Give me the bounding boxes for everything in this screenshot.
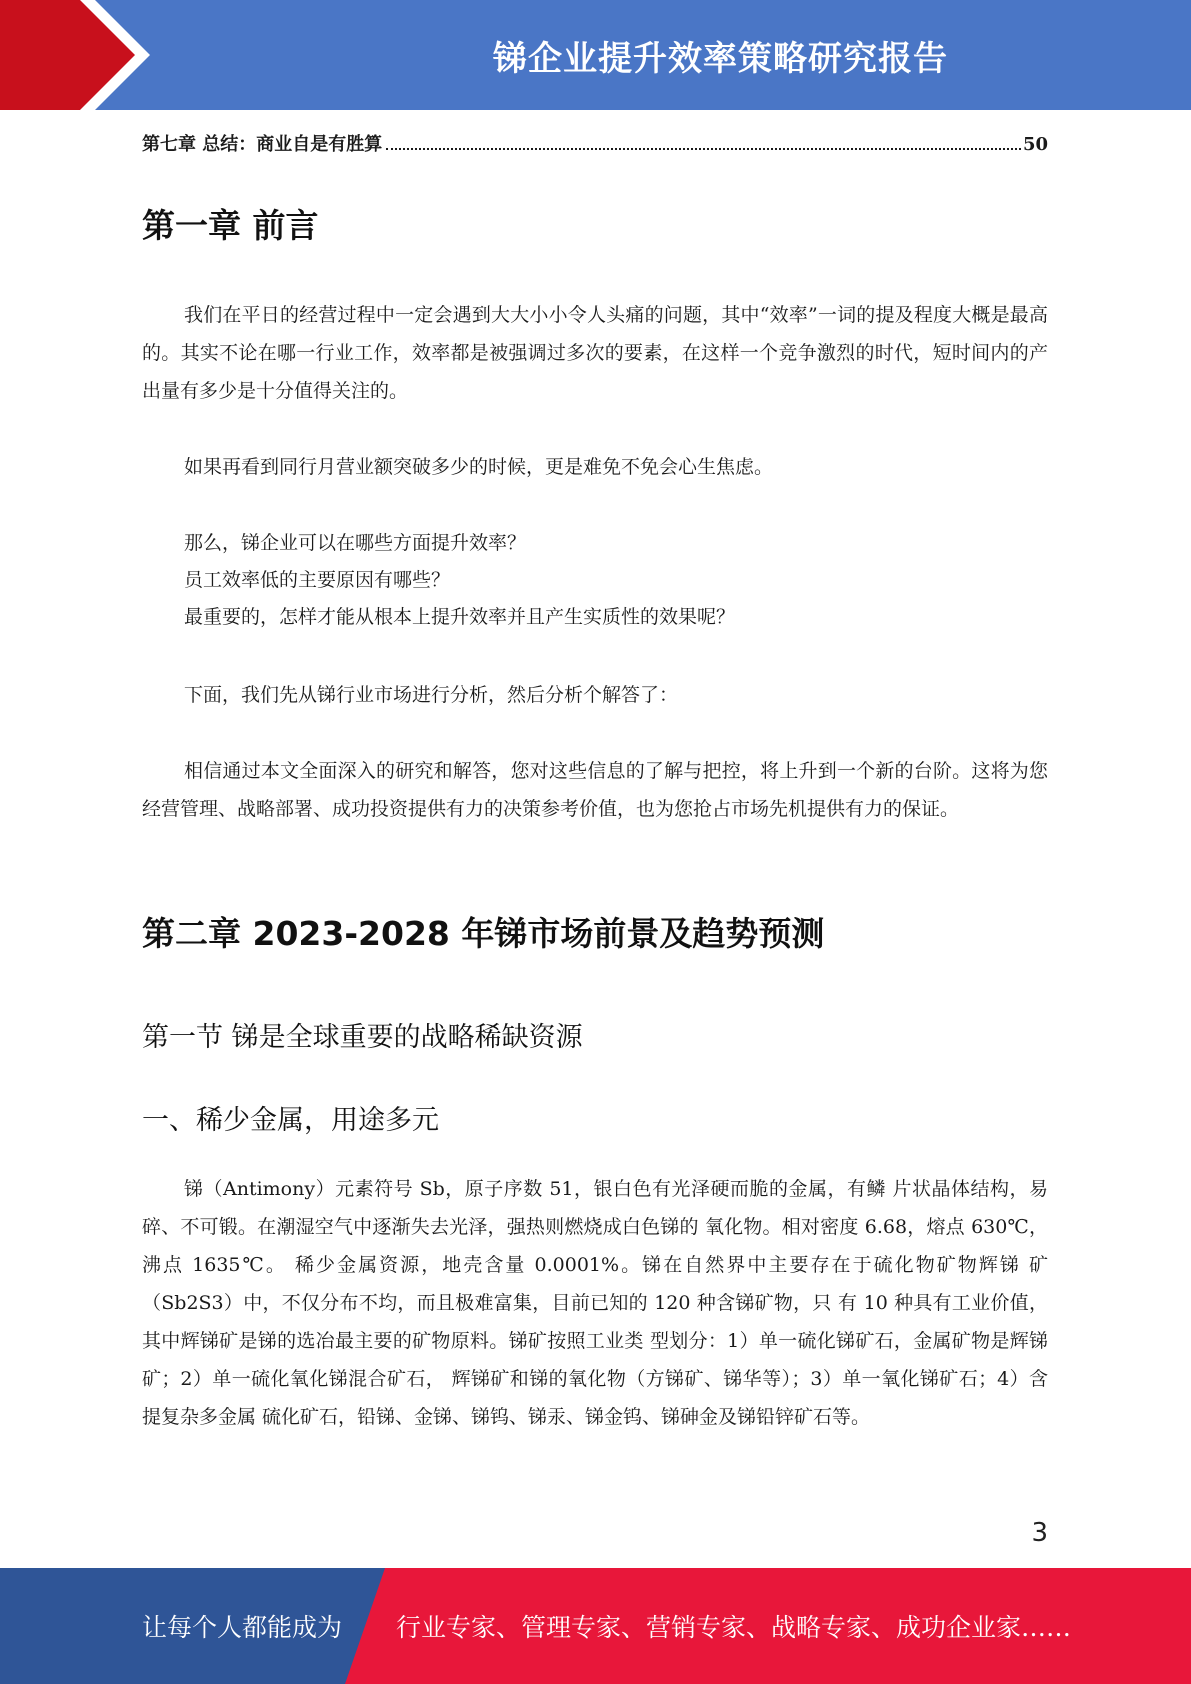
question-2: 员工效率低的主要原因有哪些？ bbox=[184, 569, 451, 591]
intro-paragraph: 我们在平日的经营过程中一定会遇到大大小小令人头痛的问题，其中“效率”一词的提及程度大概是最高的。其实不论在哪一行业工作，效率都是被强调过多次的要素，在这样一个竞争激烈的时代，短时间内的产出量有多少是十分值得关注的。 bbox=[142, 304, 1048, 402]
value-paragraph: 相信通过本文全面深入的研究和解答，您对这些信息的了解与把控，将上升到一个新的台阶。这将为您经营管理、战略部署、成功投资提供有力的决策参考价值，也为您抢占市场先机提供有力的保证。 bbox=[142, 760, 1048, 820]
chapter-1-title: 第一章 前言 bbox=[142, 206, 319, 245]
toc-entry-label: 第七章 总结：商业自是有胜算 bbox=[142, 134, 383, 155]
footer-slogan-right: 行业专家、管理专家、营销专家、战略专家、成功企业家…… bbox=[396, 1613, 1072, 1642]
antimony-paragraph: 锑（Antimony）元素符号 Sb，原子序数 51，银白色有光泽硬而脆的金属，有鳞 片状晶体结构，易碎、不可锻。在潮湿空气中逐渐失去光泽，强热则燃烧成白色锑的 氧化物。相对密度 6.68，熔点 630℃，沸点 1635℃。 稀少金属资源，地壳含量 0.0001%。锑在自然界中主要存在于硫化物矿物辉锑 矿（Sb2S3）中，不仅分布不均，而且极难富集，目前已知的 120 种含锑矿物，只 有 10 种具有工业价值，其中辉锑矿是锑的选冶最主要的矿物原料。锑矿按照工业类 型划分：1）单一硫化锑矿石，金属矿物是辉锑矿；2）单一硫化氧化锑混合矿石， 辉锑矿和锑的氧化物（方锑矿、锑华等）；3）单一氧化锑矿石；4）含提复杂多金属 硫化矿石，铅锑、金锑、锑钨、锑汞、锑金钨、锑砷金及锑铅锌矿石等。 bbox=[142, 1178, 1048, 1428]
header-band bbox=[0, 0, 1191, 110]
chapter-2-title: 第二章 2023-2028 年锑市场前景及趋势预测 bbox=[142, 914, 825, 953]
footer-band bbox=[0, 1568, 1191, 1684]
section-1-title: 第一节 锑是全球重要的战略稀缺资源 bbox=[142, 1022, 583, 1053]
page-number: 3 bbox=[1031, 1518, 1048, 1548]
header-arrow-icon bbox=[0, 0, 160, 110]
question-1: 那么，锑企业可以在哪些方面提升效率？ bbox=[184, 532, 527, 554]
toc-leader-dots bbox=[386, 148, 1021, 150]
toc-entry[interactable] bbox=[142, 130, 1048, 156]
analysis-intro-line: 下面，我们先从锑行业市场进行分析，然后分析个解答了： bbox=[184, 684, 679, 706]
footer-slogan-left: 让每个人都能成为 bbox=[142, 1613, 343, 1642]
subsection-1-title: 一、稀少金属，用途多元 bbox=[142, 1105, 439, 1136]
document-title: 锑企业提升效率策略研究报告 bbox=[493, 38, 948, 79]
question-3: 最重要的，怎样才能从根本上提升效率并且产生实质性的效果呢？ bbox=[184, 606, 736, 628]
toc-entry-page: 50 bbox=[1022, 134, 1048, 155]
anxiety-paragraph: 如果再看到同行月营业额突破多少的时候，更是难免不免会心生焦虑。 bbox=[184, 456, 774, 478]
